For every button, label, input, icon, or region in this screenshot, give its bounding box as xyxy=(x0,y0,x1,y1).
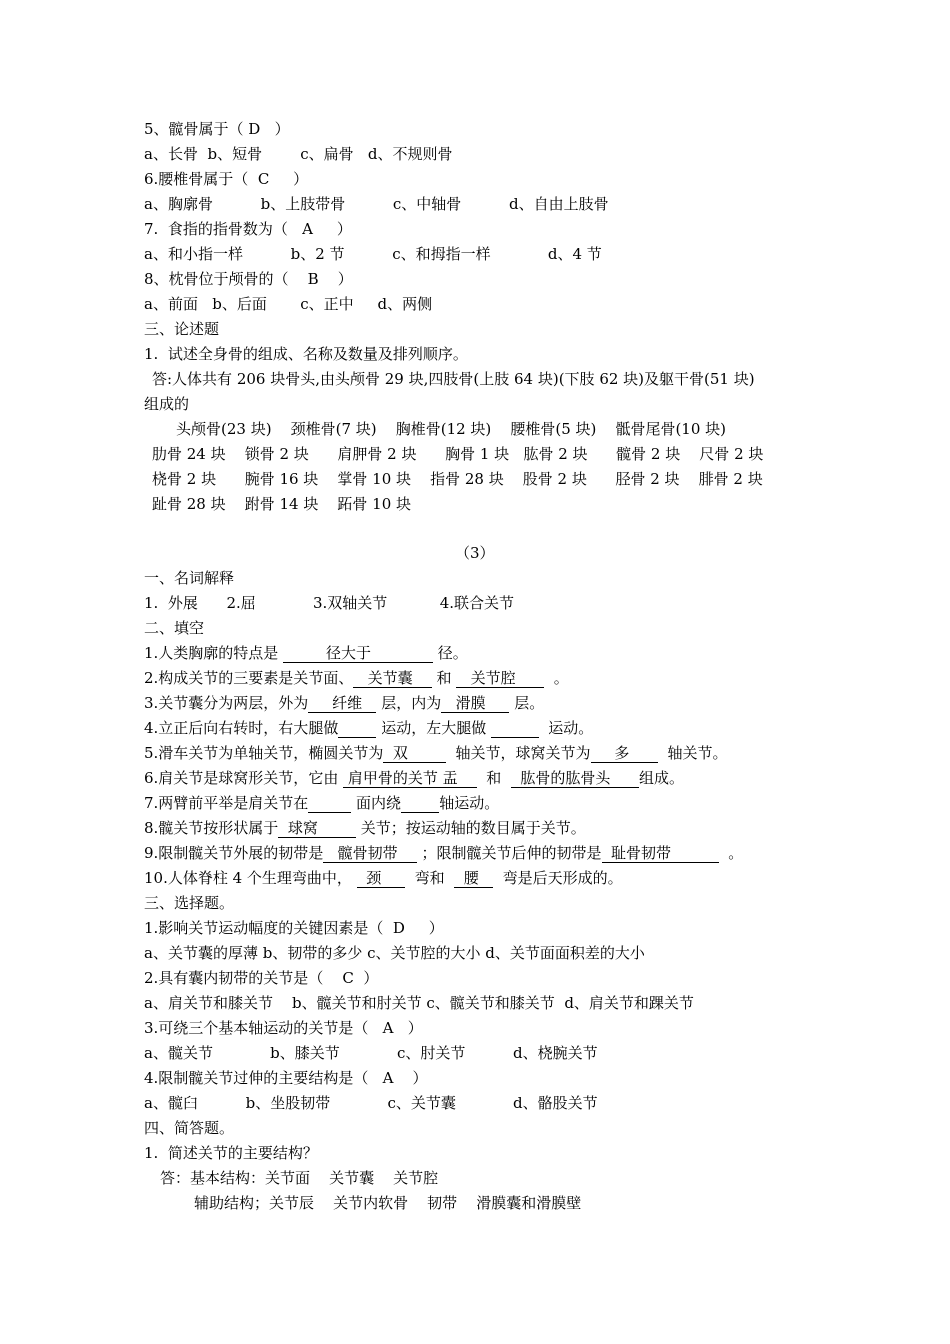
answer-blank: 滑膜 xyxy=(441,694,510,712)
choice-options-2: a、肩关节和膝关节 b、髋关节和肘关节 c、髋关节和膝关节 d、肩关节和踝关节 xyxy=(144,994,694,1012)
choice-question-2: 2.具有囊内韧带的关节是（ C ） xyxy=(144,969,379,987)
fill-question-2: 2.构成关节的三要素是关节面、 关节囊 和 关节腔 。 xyxy=(144,669,569,687)
section-heading-terms: 一、名词解释 xyxy=(144,569,235,587)
fill-question-3: 3.关节囊分为两层，外为 纤维 层，内为 滑膜 层。 xyxy=(144,694,545,712)
fill-question-4: 4.立正后向右转时，右大腿做 运动，左大腿做 运动。 xyxy=(144,719,594,737)
answer-blank: 关节腔 xyxy=(456,669,545,687)
fill-question-6: 6.肩关节是球窝形关节，它由 肩甲骨的关节 盂 和 肱骨的肱骨头 组成。 xyxy=(144,769,684,787)
answer-blank: 关节囊 xyxy=(353,669,432,687)
section-heading-fill: 二、填空 xyxy=(144,619,205,637)
answer-blank xyxy=(385,644,433,663)
answer-blank: 纤维 xyxy=(308,694,377,712)
choice-options-1: a、关节囊的厚薄 b、韧带的多少 c、关节腔的大小 d、关节面面积差的大小 xyxy=(144,944,645,962)
question-7: 7. 食指的指骨数为（ A ） xyxy=(144,220,352,238)
answer-blank: 径大于 xyxy=(283,644,386,662)
options-7: a、和小指一样 b、2 节 c、和拇指一样 d、4 节 xyxy=(144,245,602,263)
question-6: 6.腰椎骨属于（ C ） xyxy=(144,170,309,188)
answer-blank: 腰 xyxy=(454,869,494,887)
answer-blank: 多 xyxy=(590,744,659,762)
section-number: （3） xyxy=(455,544,495,562)
answer-blank: 肱骨的肱骨头 xyxy=(510,769,639,787)
answer-blank: 髋骨韧带 xyxy=(323,844,417,862)
bone-count-row: 头颅骨(23 块) 颈椎骨(7 块) 胸椎骨(12 块) 腰椎骨(5 块) 骶骨尾骨(10 块) xyxy=(176,420,726,438)
choice-question-3: 3.可绕三个基本轴运动的关节是（ A ） xyxy=(144,1019,423,1037)
answer-blank xyxy=(308,794,351,813)
answer-blank: 颈 xyxy=(356,869,406,887)
options-8: a、前面 b、后面 c、正中 d、两侧 xyxy=(144,295,433,313)
essay-answer-line: 答:人体共有 206 块骨头,由头颅骨 29 块,四肢骨(上肢 64 块)(下肢 62 块)及躯干骨(51 块) xyxy=(152,370,755,388)
section-heading-essay: 三、论述题 xyxy=(144,320,220,338)
answer-blank: 球窝 xyxy=(278,819,356,837)
terms-list: 1. 外展 2.屈 3.双轴关节 4.联合关节 xyxy=(144,594,515,612)
bone-count-row: 趾骨 28 块 跗骨 14 块 跖骨 10 块 xyxy=(152,495,412,513)
options-6: a、胸廓骨 b、上肢带骨 c、中轴骨 d、自由上肢骨 xyxy=(144,195,609,213)
answer-blank: 双 xyxy=(383,744,447,762)
choice-options-3: a、髋关节 b、膝关节 c、肘关节 d、桡腕关节 xyxy=(144,1044,598,1062)
fill-question-10: 10.人体脊柱 4 个生理弯曲中， 颈 弯和 腰 弯是后天形成的。 xyxy=(144,869,623,887)
fill-question-1: 1.人类胸廓的特点是 径大于 径。 xyxy=(144,644,468,662)
short-answer-auxiliary: 辅助结构；关节辰 关节内软骨 韧带 滑膜囊和滑膜壁 xyxy=(194,1194,582,1212)
fill-question-5: 5.滑车关节为单轴关节，椭圆关节为 双 轴关节，球窝关节为 多 轴关节。 xyxy=(144,744,728,762)
answer-blank: 肩甲骨的关节 盂 xyxy=(343,769,477,787)
fill-question-9: 9.限制髋关节外展的韧带是 髋骨韧带 ；限制髋关节后伸的韧带是 耻骨韧带 。 xyxy=(144,844,744,862)
fill-question-8: 8.髋关节按形状属于 球窝 关节；按运动轴的数目属于关节。 xyxy=(144,819,586,837)
short-answer-question-1: 1. 简述关节的主要结构？ xyxy=(144,1144,318,1162)
fill-question-7: 7.两臂前平举是肩关节在 面内绕 轴运动。 xyxy=(144,794,500,812)
choice-options-4: a、髋臼 b、坐股韧带 c、关节囊 d、骼股关节 xyxy=(144,1094,598,1112)
answer-blank xyxy=(401,794,439,813)
choice-question-4: 4.限制髋关节过伸的主要结构是（ A ） xyxy=(144,1069,428,1087)
section-heading-short-answer: 四、简答题。 xyxy=(144,1119,235,1137)
options-5: a、长骨 b、短骨 c、扁骨 d、不规则骨 xyxy=(144,145,453,163)
answer-blank xyxy=(491,719,539,738)
answer-blank xyxy=(338,719,376,738)
bone-count-row: 肋骨 24 块 锁骨 2 块 肩胛骨 2 块 胸骨 1 块 肱骨 2 块 髋骨 2 块 尺骨 2 块 xyxy=(152,445,764,463)
short-answer-basic: 答：基本结构：关节面 关节囊 关节腔 xyxy=(160,1169,439,1187)
choice-question-1: 1.影响关节运动幅度的关键因素是（ D ） xyxy=(144,919,444,937)
question-5: 5、髋骨属于（ D ） xyxy=(144,120,290,138)
bone-count-row: 桡骨 2 块 腕骨 16 块 掌骨 10 块 指骨 28 块 股骨 2 块 胫骨 2 块 腓骨 2 块 xyxy=(152,470,763,488)
essay-question-1: 1. 试述全身骨的组成、名称及数量及排列顺序。 xyxy=(144,345,468,363)
answer-blank: 耻骨韧带 xyxy=(601,844,719,862)
question-8: 8、枕骨位于颅骨的（ B ） xyxy=(144,270,353,288)
section-heading-choice: 三、选择题。 xyxy=(144,894,235,912)
essay-answer-line: 组成的 xyxy=(144,395,190,413)
